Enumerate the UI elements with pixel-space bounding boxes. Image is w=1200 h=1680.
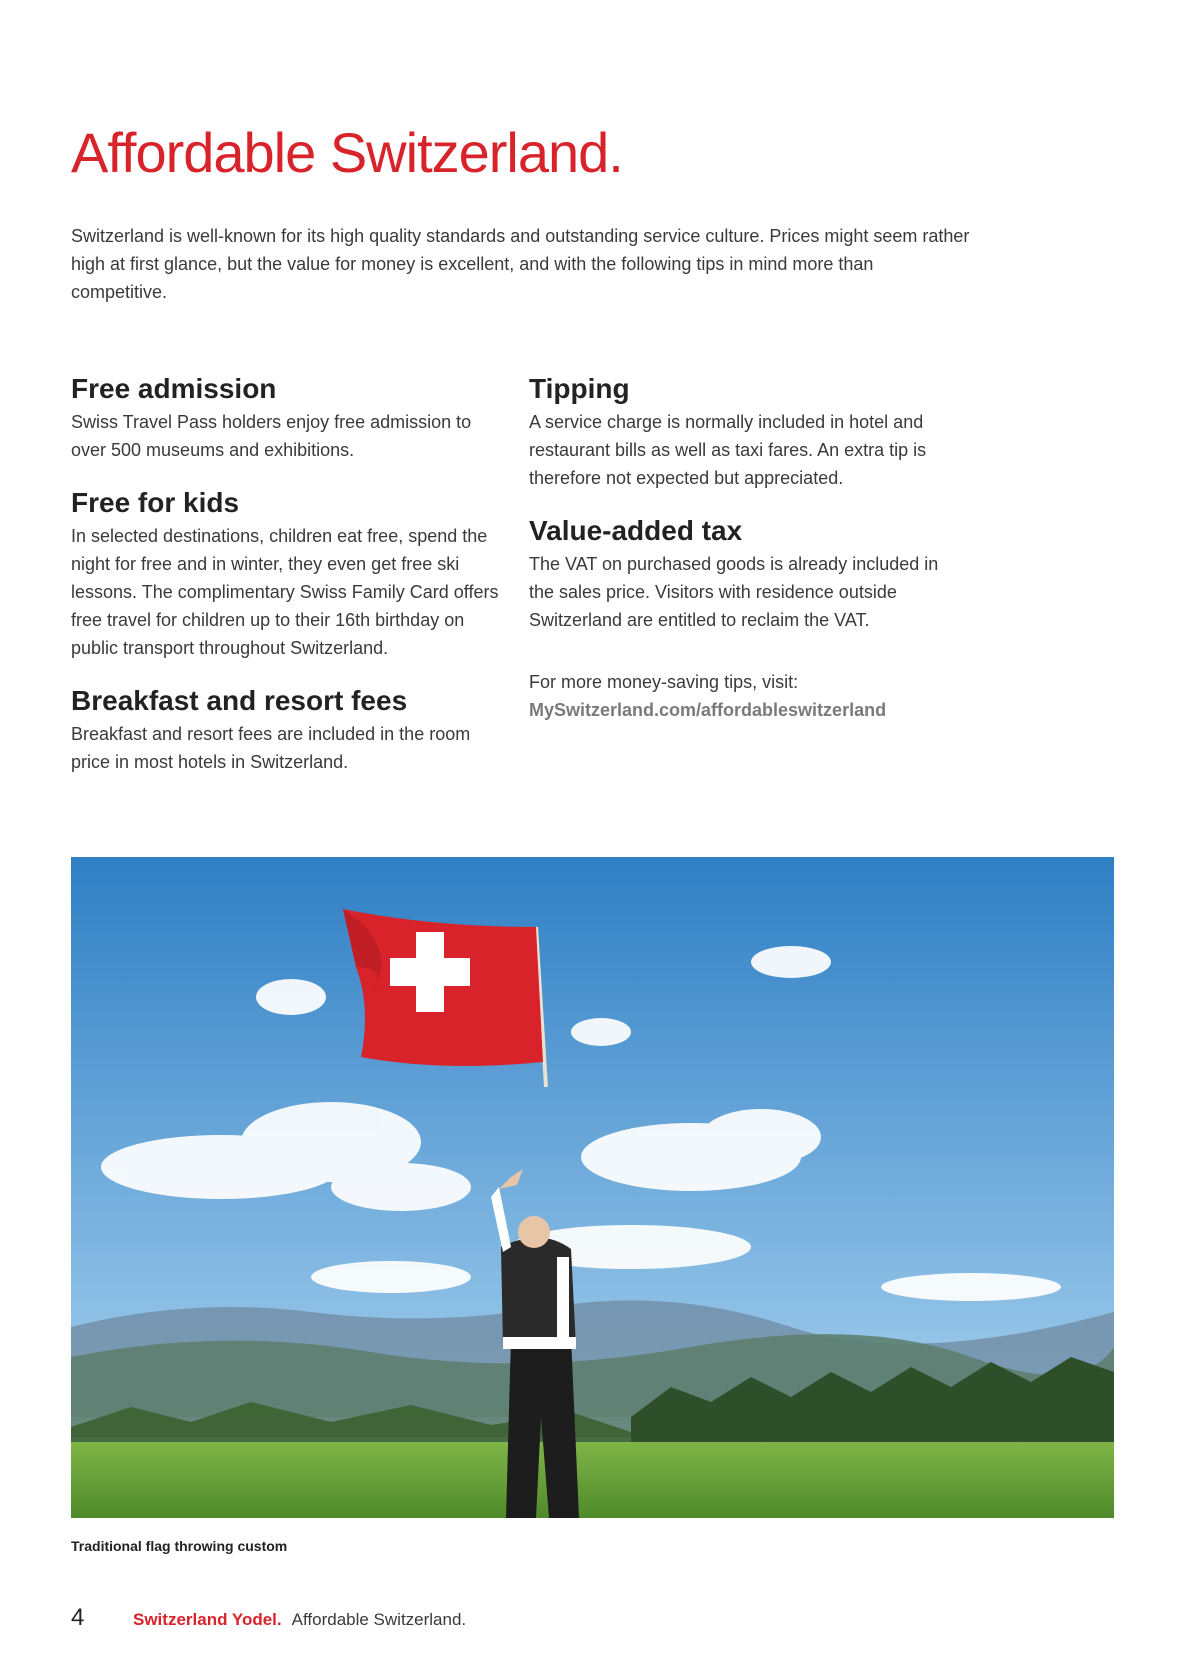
section-heading: Free admission bbox=[71, 373, 277, 404]
page-footer bbox=[71, 1604, 466, 1634]
footer-title: Affordable Switzerland. bbox=[291, 1610, 467, 1629]
section-heading: Value-added tax bbox=[529, 515, 743, 546]
section-breakfast-resort-fees bbox=[71, 684, 511, 776]
section-heading: Tipping bbox=[529, 373, 630, 404]
more-tips-label: For more money-saving tips, visit: bbox=[529, 672, 799, 692]
right-column bbox=[529, 372, 959, 724]
section-tipping bbox=[529, 372, 959, 492]
section-heading: Free for kids bbox=[71, 487, 240, 518]
section-value-added-tax bbox=[529, 514, 959, 634]
section-body: The VAT on purchased goods is already included in the sales price. Visitors with residence outside Switzerland are entitled to reclaim the VAT. bbox=[529, 554, 939, 630]
section-body: A service charge is normally included in hotel and restaurant bills as well as taxi fares. An extra tip is therefore not expected but appreciated. bbox=[529, 412, 927, 488]
section-body: In selected destinations, children eat free, spend the night for free and in winter, they even get free ski lessons. The complimentary Swiss Family Card offers free travel for children up to their 16th birthday on public transport throughout Switzerland. bbox=[71, 526, 499, 658]
more-tips bbox=[529, 668, 959, 724]
flag-throwing-photo bbox=[71, 857, 1114, 1518]
section-body: Swiss Travel Pass holders enjoy free admission to over 500 museums and exhibitions. bbox=[71, 412, 472, 460]
photo-caption: Traditional flag throwing custom bbox=[71, 1538, 288, 1554]
section-heading: Breakfast and resort fees bbox=[71, 685, 408, 716]
section-body: Breakfast and resort fees are included in the room price in most hotels in Switzerland. bbox=[71, 724, 471, 772]
section-free-for-kids bbox=[71, 486, 511, 662]
more-tips-link[interactable]: MySwitzerland.com/affordableswitzerland bbox=[529, 700, 887, 720]
footer-brand: Switzerland Yodel. bbox=[133, 1610, 282, 1629]
page-number: 4 bbox=[71, 1604, 85, 1631]
left-column bbox=[71, 372, 511, 798]
page-title: Affordable Switzerland. bbox=[71, 121, 623, 184]
section-free-admission bbox=[71, 372, 511, 464]
intro-paragraph: Switzerland is well-known for its high quality standards and outstanding service culture. Prices might seem rather high at first glance, but the value for money is excellent, and with the following tips in mind more than competitive. bbox=[71, 226, 970, 302]
